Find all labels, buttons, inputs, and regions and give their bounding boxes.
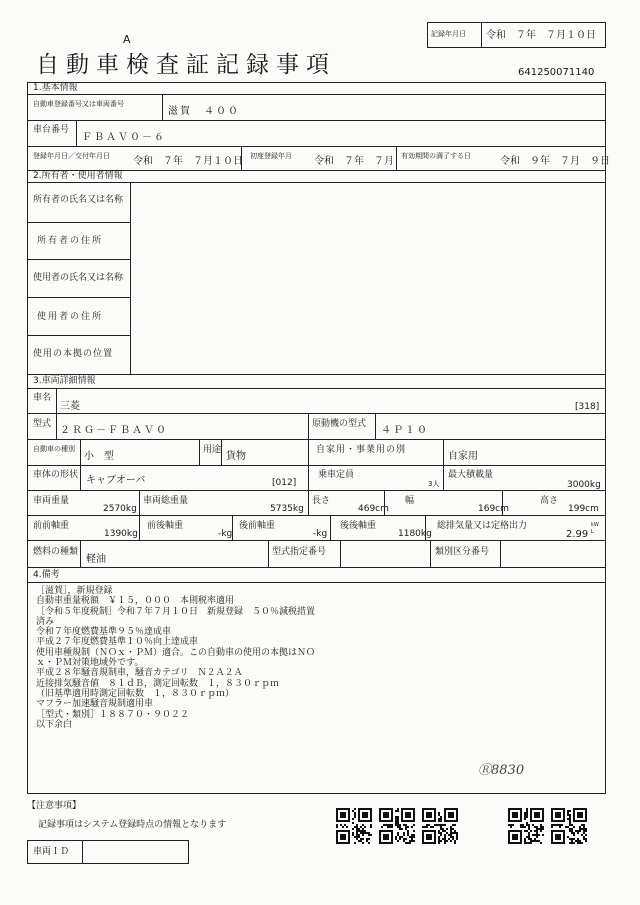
capacity-value: 3人	[428, 480, 440, 488]
gross-weight-value: 5735kg	[270, 504, 304, 514]
chassis-number-value: ＦＢＡＶ０－６	[82, 132, 166, 143]
car-name-label: 車名	[33, 393, 52, 403]
section-vehicle-title: 3.車両詳細情報	[33, 376, 96, 386]
engine-model-value: ４Ｐ１０	[381, 425, 429, 436]
form-mark: A	[123, 33, 131, 46]
first-registration-label: 初度登録年月	[250, 152, 292, 160]
section-owner-title: 2.所有者・使用者情報	[33, 171, 123, 181]
fuel-type-label: 燃料の種類	[33, 547, 79, 557]
body-shape-label: 車体の形状	[33, 470, 79, 480]
registration-number-label: 自動車登録番号又は車両番号	[33, 100, 124, 108]
serial-number: 641250071140	[518, 67, 595, 78]
type-designation-label: 型式指定番号	[272, 547, 327, 557]
use-label: 用途	[203, 445, 222, 455]
first-registration-value: 令和 ７年 ７月	[314, 156, 394, 167]
handwritten-note: Ⓡ8830	[478, 763, 525, 778]
car-name-code: [318]	[575, 402, 600, 412]
vehicle-kind-label: 自動車の種別	[33, 445, 75, 453]
qr-code-1	[336, 808, 372, 844]
user-address-label: 使用者の住所	[37, 312, 104, 322]
qr-code-4	[508, 808, 544, 844]
front-rear-axle-value: -kg	[218, 529, 233, 539]
use-value: 貨物	[226, 451, 246, 462]
rear-rear-axle-value: 1180kg	[398, 529, 432, 539]
gross-weight-label: 車両総重量	[143, 496, 189, 506]
rear-rear-axle-label: 後後軸重	[340, 521, 377, 531]
base-location-label: 使用の本拠の位置	[33, 349, 114, 359]
model-value: ２ＲＧ－ＦＢＡＶ０	[60, 425, 168, 436]
rear-front-axle-label: 後前軸重	[239, 521, 276, 531]
caution-text: 記録事項はシステム登録時点の情報となります	[38, 820, 227, 830]
displacement-unit: kW L	[591, 522, 599, 535]
section-basic-title: 1.基本情報	[33, 83, 78, 93]
displacement-label: 総排気量又は定格出力	[437, 521, 528, 531]
fuel-type-value: 軽油	[86, 554, 106, 565]
car-name-value: 三菱	[60, 401, 80, 412]
owner-address-label: 所有者の住所	[37, 236, 104, 246]
registration-number-value: 滋賀 ４００	[168, 106, 240, 117]
rear-front-axle-value: -kg	[313, 529, 328, 539]
body-shape-value: キャブオーバ	[86, 475, 146, 486]
width-label: 幅	[405, 496, 415, 506]
caution-title: 【注意事項】	[27, 801, 82, 811]
length-label: 長さ	[312, 496, 331, 506]
width-value: 169cm	[478, 504, 509, 514]
qr-code-2	[379, 808, 415, 844]
user-name-label: 使用者の氏名又は名称	[33, 273, 124, 283]
page-title: 自動車検査証記録事項	[36, 52, 336, 78]
max-load-value: 3000kg	[567, 480, 601, 490]
expiry-date-label: 有効期間の満了する日	[401, 152, 471, 160]
height-label: 高さ	[540, 496, 559, 506]
vehicle-kind-value: 小 型	[84, 451, 114, 462]
owner-name-label: 所有者の氏名又は名称	[33, 195, 124, 205]
body-shape-code: [012]	[272, 478, 297, 488]
length-value: 469cm	[358, 504, 389, 514]
class-number-label: 類別区分番号	[435, 547, 490, 557]
registration-date-value: 令和 ７年 ７月１０日	[133, 156, 243, 167]
vehicle-id-label: 車両ＩＤ	[33, 847, 70, 857]
front-front-axle-value: 1390kg	[104, 529, 138, 539]
front-front-axle-label: 前前軸重	[33, 521, 70, 531]
remarks-text: ［滋賀］，新規登録 自動車重量税額 ￥１５，０００ 本則税率適用 ［令和５年度税制］令和７年７月１０日 新規登録 ５０％減税措置 済み 令和７年度燃費基準９５％達成車 平成２７年度燃費基準１０％向上達成車 使用車種規制（ＮＯｘ・ＰＭ）適合。この自動車の使用の本拠はＮＯ ｘ・ＰＭ対策地域外です。 平成２８年騒音規制車，騒音カテゴリ Ｎ２Ａ２Ａ 近接排気騒音値 ８１ｄＢ，測定回転数 １，８３０ｒｐｍ （旧基準適用時測定回転数 １，８３０ｒｐｍ） マフラー加速騒音規制適用車 ［型式・類別］１８８７０・９０２２ 以下余白	[36, 586, 316, 730]
height-value: 199cm	[568, 504, 599, 514]
model-label: 型式	[33, 419, 52, 429]
expiry-date-value: 令和 ９年 ７月 ９日	[500, 156, 610, 167]
registration-date-label: 登録年月日／交付年月日	[33, 152, 110, 160]
record-date-label: 記録年月日	[431, 30, 466, 38]
record-date-value: 令和 ７年 ７月１０日	[486, 30, 596, 41]
qr-code-5	[551, 808, 587, 844]
vehicle-weight-value: 2570kg	[103, 504, 137, 514]
private-business-label: 自家用・事業用の別	[316, 445, 407, 455]
qr-code-3	[422, 808, 458, 844]
private-business-value: 自家用	[448, 451, 478, 462]
section-remarks-title: 4.備考	[33, 570, 60, 580]
max-load-label: 最大積載量	[448, 470, 494, 480]
engine-model-label: 原動機の型式	[312, 419, 367, 429]
capacity-label: 乗車定員	[318, 470, 355, 480]
displacement-value: 2.99	[566, 529, 589, 540]
vehicle-weight-label: 車両重量	[33, 496, 70, 506]
chassis-number-label: 車台番号	[33, 125, 70, 135]
front-rear-axle-label: 前後軸重	[147, 521, 184, 531]
